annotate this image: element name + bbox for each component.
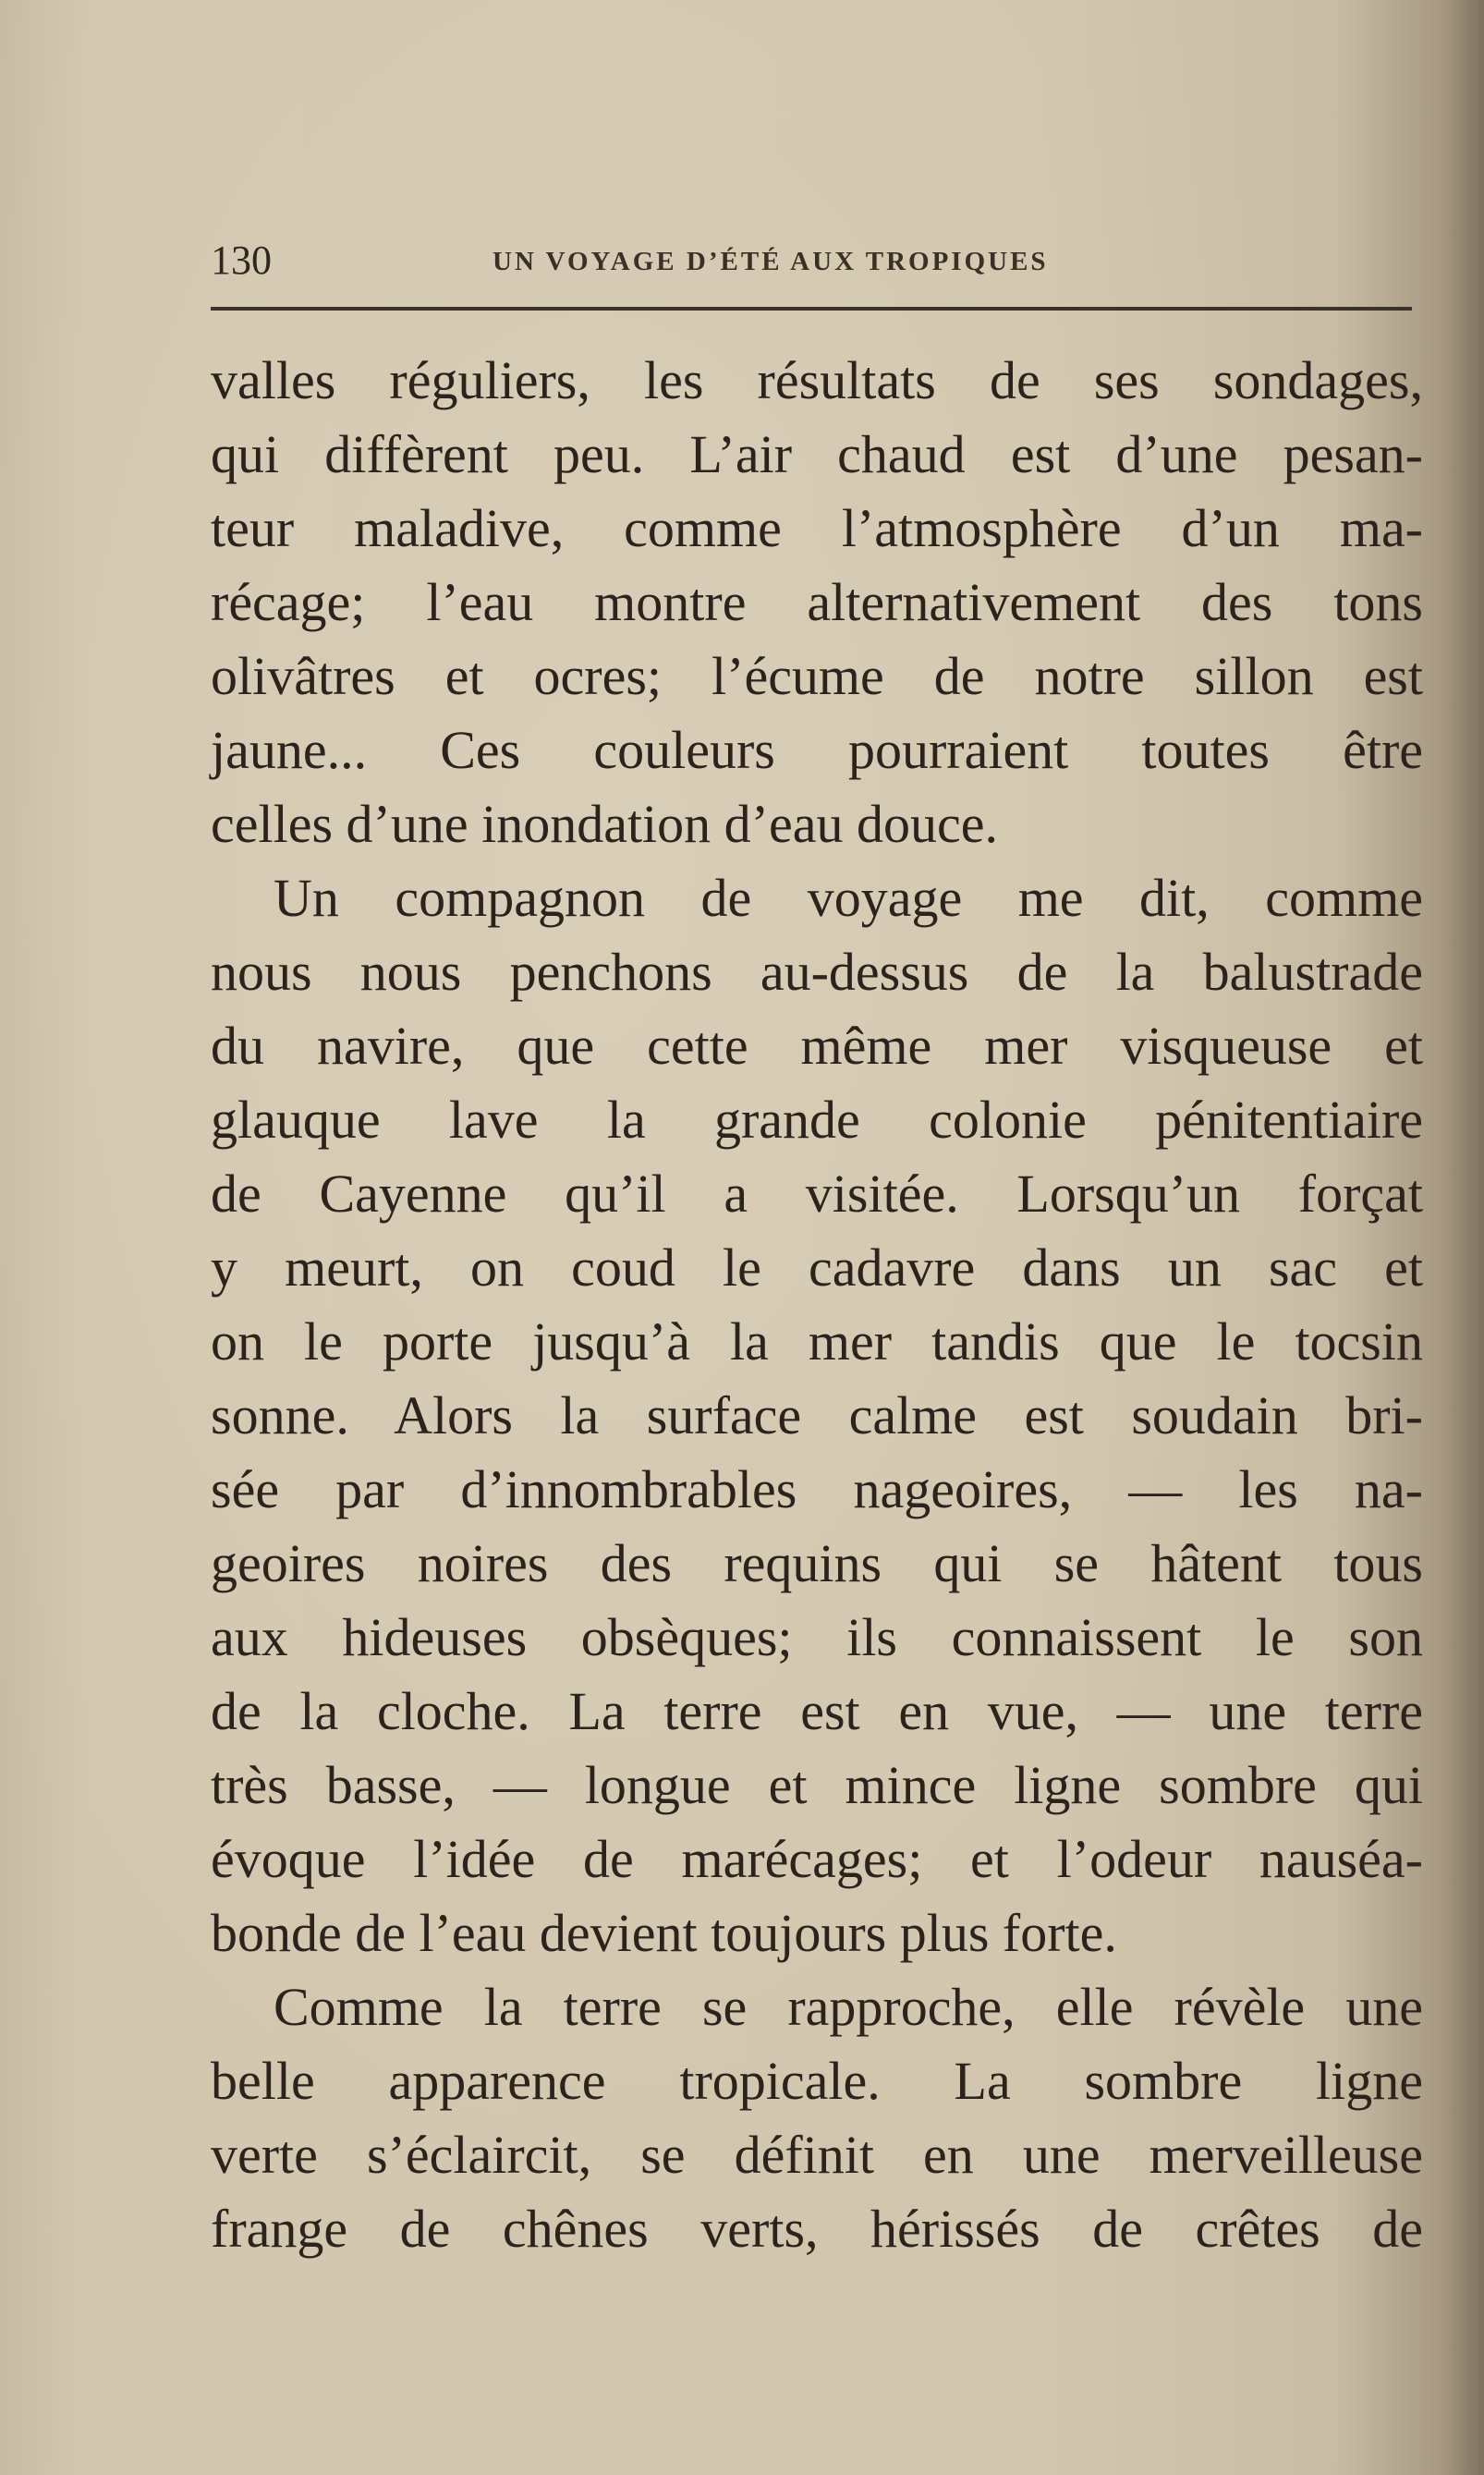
text-line: Un compagnon de voyage me dit, comme bbox=[274, 868, 1423, 928]
text-line: on le porte jusqu’à la mer tandis que le tocsin bbox=[211, 1311, 1423, 1372]
text-line: bonde de l’eau devient toujours plus forte. bbox=[211, 1903, 1117, 1963]
text-line: très basse, — longue et mince ligne sombre qui bbox=[211, 1755, 1423, 1815]
header-rule bbox=[211, 307, 1412, 311]
text-line: qui diffèrent peu. L’air chaud est d’une pesan- bbox=[211, 424, 1423, 484]
text-line: sonne. Alors la surface calme est soudain bri- bbox=[211, 1385, 1423, 1445]
text-line: celles d’une inondation d’eau douce. bbox=[211, 794, 998, 854]
text-line: jaune... Ces couleurs pourraient toutes être bbox=[211, 720, 1423, 780]
text-line: de Cayenne qu’il a visitée. Lorsqu’un forçat bbox=[211, 1164, 1423, 1224]
text-line: aux hideuses obsèques; ils connaissent le son bbox=[211, 1607, 1423, 1667]
text-line: belle apparence tropicale. La sombre ligne bbox=[211, 2051, 1423, 2111]
text-line: récage; l’eau montre alternativement des tons bbox=[211, 572, 1423, 632]
text-line: y meurt, on coud le cadavre dans un sac et bbox=[211, 1238, 1423, 1298]
text-line: valles réguliers, les résultats de ses sondages, bbox=[211, 350, 1423, 410]
text-line: olivâtres et ocres; l’écume de notre sillon est bbox=[211, 646, 1423, 706]
text-line: sée par d’innombrables nageoires, — les na- bbox=[211, 1459, 1423, 1519]
page-number: 130 bbox=[211, 238, 272, 283]
page-header bbox=[211, 233, 1423, 288]
running-title: UN VOYAGE D’ÉTÉ AUX TROPIQUES bbox=[493, 247, 1049, 276]
text-line: de la cloche. La terre est en vue, — une terre bbox=[211, 1681, 1423, 1741]
text-line: du navire, que cette même mer visqueuse et bbox=[211, 1016, 1423, 1076]
text-line: glauque lave la grande colonie pénitentiaire bbox=[211, 1090, 1423, 1150]
text-line: frange de chênes verts, hérissés de crêtes de bbox=[211, 2199, 1423, 2259]
text-line: nous nous penchons au-dessus de la balustrade bbox=[211, 942, 1423, 1002]
text-line: verte s’éclaircit, se définit en une merveilleuse bbox=[211, 2125, 1423, 2185]
text-line: évoque l’idée de marécages; et l’odeur nauséa- bbox=[211, 1829, 1423, 1889]
text-line: teur maladive, comme l’atmosphère d’un ma- bbox=[211, 498, 1423, 558]
body-text bbox=[211, 344, 1423, 2266]
text-line: geoires noires des requins qui se hâtent tous bbox=[211, 1533, 1423, 1593]
text-line: Comme la terre se rapproche, elle révèle une bbox=[274, 1977, 1423, 2037]
